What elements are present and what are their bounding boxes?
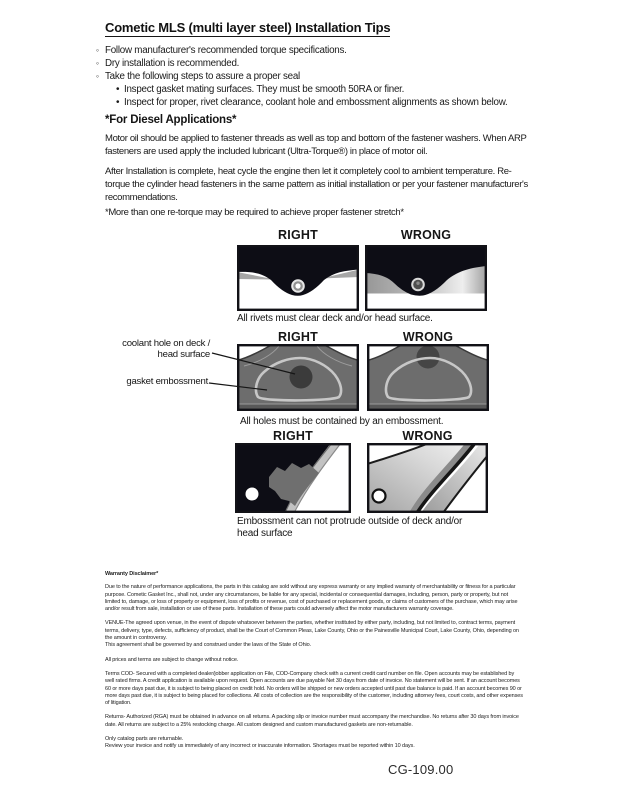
list-item xyxy=(96,57,508,70)
rivet-clearance-wrong-diagram xyxy=(365,245,487,311)
retorque-note: *More than one re-torque may be required to achieve proper fastener stretch* xyxy=(105,207,404,218)
embossment-protrusion-right-diagram xyxy=(235,443,351,513)
bolt-hole xyxy=(373,490,386,503)
sub-list-item xyxy=(96,96,508,109)
diagram-caption: Embossment can not protrude outside of deck and/or head surface xyxy=(237,516,463,539)
sub-list-item-text: Inspect gasket mating surfaces. They must be smooth 50RA or finer. xyxy=(124,84,405,95)
right-label: RIGHT xyxy=(278,228,318,242)
sub-list-item xyxy=(96,83,508,96)
wrong-label: WRONG xyxy=(402,429,453,443)
list-item xyxy=(96,44,508,57)
paragraph-motor-oil: Motor oil should be applied to fastener threads as well as top and bottom of the fastener washers. When ARP fasteners are used apply the included lubricant (Ultra-Torque®) in place of motor oil. xyxy=(105,133,527,157)
bolt-hole xyxy=(246,488,259,501)
page-title: Cometic MLS (multi layer steel) Installation Tips xyxy=(105,20,391,35)
wrong-label: WRONG xyxy=(400,228,452,242)
disclaimer-paragraph: All prices and terms are subject to change without notice. xyxy=(105,656,239,663)
circle-bullet-icon: ◦ xyxy=(96,71,99,81)
circle-bullet-icon: ◦ xyxy=(96,45,99,55)
dot-bullet-icon: • xyxy=(116,97,120,108)
sub-list-item-text: Inspect for proper, rivet clearance, coolant hole and embossment alignments as shown below. xyxy=(124,97,508,108)
disclaimer-paragraph: VENUE-The agreed upon venue, in the event of dispute whatsoever between the parties, whether instituted by either party, including, but not limited to, contract terms, payment terms, delivery, type, defects, sufficiency of product, shall be the Court of Common Pleas, Lake County, Ohio or the Painesville Municipal Court, Lake County, Ohio, depending on the amount in controversy. xyxy=(105,620,519,642)
disclaimer-paragraph: This agreement shall be governed by and construed under the laws of the State of Ohio. xyxy=(105,642,312,649)
embossment-protrusion-wrong-diagram xyxy=(367,443,488,513)
embossment-containment-wrong-diagram xyxy=(367,344,489,411)
list-item xyxy=(96,70,508,83)
diesel-section-heading: *For Diesel Applications* xyxy=(105,114,237,126)
coolant-hole-annotation: coolant hole on deck / head surface xyxy=(122,338,210,360)
disclaimer-paragraph: Returns- Authorized (RGA) must be obtained in advance on all returns. A packing slip or invoice number must accompany the merchandise. No returns after 30 days from invoice date. All returns are subject to a 25% restocking charge. All custom designed and custom manufactured gaskets are non-returnable. xyxy=(105,714,519,728)
right-label: RIGHT xyxy=(278,330,318,344)
diagram-caption: All rivets must clear deck and/or head surface. xyxy=(237,313,433,324)
disclaimer-paragraph: Only catalog parts are returnable. xyxy=(105,736,184,743)
disclaimer-paragraph: Terms COD- Secured with a completed dealer/jobber application on File, COD-Company check with a current credit card number on file. Open accounts may be established by well rated firms. A credit application is available upon request. Open accounts are due payable Net 30 days from date of invoice. No statement will be sent. If an account becomes 60 or more days past due, it is subject to being placed on credit hold. No orders will be shipped or new orders accepted until past due balance is paid. If an account becomes 90 or more days past due, it is subject to being placed for collections. All costs of collection are the responsibility of the customer, including attorney fees, court costs, and other expenses of litigation. xyxy=(105,670,523,707)
annotation-leader-lines xyxy=(205,348,305,398)
paragraph-heat-cycle: After Installation is complete, heat cycle the engine then let it completely cool to ambient temperature. Re-torque the cylinder head fasteners in the same pattern as initial installation or per your fastener manufacturer's recommendations. xyxy=(105,166,528,203)
page-code: CG-109.00 xyxy=(388,762,454,777)
diagram-caption: All holes must be contained by an embossment. xyxy=(240,416,444,427)
list-item-text: Follow manufacturer's recommended torque specifications. xyxy=(105,45,347,56)
rivet-clearance-right-diagram xyxy=(237,245,359,311)
installation-tips-list xyxy=(96,44,508,109)
right-label: RIGHT xyxy=(273,429,313,443)
disclaimer-paragraph: Due to the nature of performance applications, the parts in this catalog are sold without any express warranty or any implied warranty of merchantability or fitness for a particular purpose. Cometic Gasket Inc., shall not, under any circumstances, be liable for any special, incidental or consequential damages, including, person, party or property, but not limited to, damage, or loss of property or equipment, loss of profits or revenue, cost of purchased or replacement goods, or claims of customers of the purchase, which may arise and/or result from sale, installation or use of these parts. Installation of these parts could adversely affect the motor manufacturers warranty coverage. xyxy=(105,584,518,613)
wrong-label: WRONG xyxy=(402,330,454,344)
disclaimer-paragraph: Review your invoice and notify us immediately of any incorrect or inaccurate information. Shortages must be reported within 10 days. xyxy=(105,743,415,750)
disclaimer-heading: Warranty Disclaimer* xyxy=(105,571,159,577)
warranty-disclaimer-section xyxy=(105,571,523,758)
circle-bullet-icon: ◦ xyxy=(96,58,99,68)
dot-bullet-icon: • xyxy=(116,84,120,95)
list-item-text: Take the following steps to assure a proper seal xyxy=(105,71,300,82)
list-item-text: Dry installation is recommended. xyxy=(105,58,240,69)
gasket-embossment-annotation: gasket embossment xyxy=(126,376,208,387)
